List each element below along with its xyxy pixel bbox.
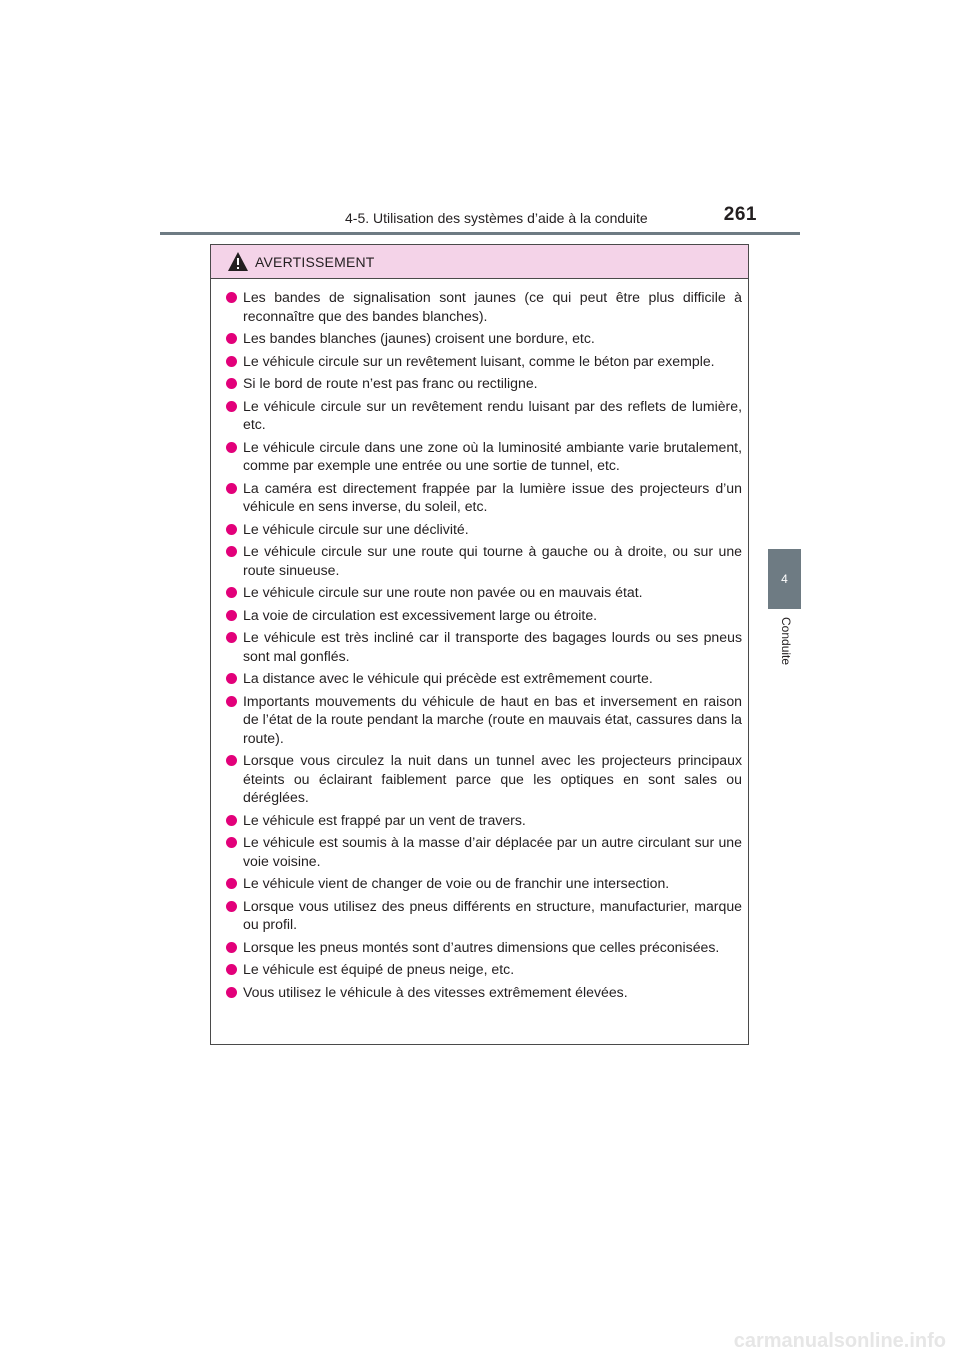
warning-item — [226, 479, 742, 516]
bullet-icon — [226, 401, 237, 412]
warning-item — [226, 438, 742, 475]
warning-item — [226, 669, 742, 688]
bullet-icon — [226, 524, 237, 535]
warning-item-text: Lorsque les pneus montés sont d’autres dimensions que celles préconisées. — [243, 938, 720, 955]
chapter-label: Conduite — [779, 617, 793, 666]
bullet-icon — [226, 696, 237, 707]
warning-title: AVERTISSEMENT — [255, 254, 375, 270]
warning-item-text: La caméra est directement frappée par la lumière issue des projecteurs d’un véhicule en sens inverse, du soleil, etc. — [243, 479, 742, 514]
bullet-icon — [226, 815, 237, 826]
warning-item-text: Lorsque vous circulez la nuit dans un tunnel avec les projecteurs principaux éteints ou éclairant faiblement parce que les optiques en sont sales ou déréglées. — [243, 752, 742, 805]
warning-item-text: Le véhicule circule sur un revêtement luisant, comme le béton par exemple. — [243, 352, 715, 369]
warning-item-text: Le véhicule est équipé de pneus neige, etc. — [243, 961, 515, 977]
warning-item-text: La voie de circulation est excessivement large ou étroite. — [243, 606, 598, 623]
warning-item — [226, 352, 742, 371]
bullet-icon — [226, 837, 237, 848]
warning-item — [226, 874, 742, 893]
warning-item — [226, 897, 742, 934]
bullet-icon — [226, 483, 237, 494]
warning-item — [226, 628, 742, 665]
warning-triangle-icon — [227, 251, 249, 272]
warning-item-text: Les bandes blanches (jaunes) croisent une bordure, etc. — [243, 330, 595, 346]
warning-item — [226, 960, 742, 979]
warning-item-text: Le véhicule circule sur une route non pavée ou en mauvais état. — [243, 584, 643, 600]
bullet-icon — [226, 546, 237, 557]
warning-item — [226, 833, 742, 870]
section-title: 4-5. Utilisation des systèmes d’aide à la conduite — [345, 210, 648, 226]
warning-item-text: Le véhicule circule dans une zone où la luminosité ambiante varie brutalement, comme par exemple une entrée ou une sortie de tunnel, etc. — [243, 438, 742, 473]
warning-list — [211, 279, 748, 1001]
warning-item — [226, 938, 742, 957]
warning-item — [226, 606, 742, 625]
bullet-icon — [226, 442, 237, 453]
warning-item-text: Vous utilisez le véhicule à des vitesses extrêmement élevées. — [243, 983, 628, 1000]
bullet-icon — [226, 901, 237, 912]
bullet-icon — [226, 587, 237, 598]
header-rule — [160, 232, 800, 235]
warning-item — [226, 542, 742, 579]
warning-item — [226, 692, 742, 748]
bullet-icon — [226, 356, 237, 367]
warning-item-text: Le véhicule est frappé par un vent de travers. — [243, 811, 526, 828]
bullet-icon — [226, 333, 237, 344]
warning-item — [226, 288, 742, 325]
watermark-logo: carmanualsonline.info — [733, 1330, 946, 1352]
warning-item — [226, 811, 742, 830]
warning-item-text: Le véhicule circule sur un revêtement rendu luisant par des reflets de lumière, etc. — [243, 397, 742, 432]
warning-item-text: Le véhicule circule sur une déclivité. — [243, 520, 469, 537]
warning-item-text: Si le bord de route n’est pas franc ou rectiligne. — [243, 375, 538, 391]
bullet-icon — [226, 755, 237, 766]
warning-item — [226, 751, 742, 807]
warning-item-text: Le véhicule vient de changer de voie ou de franchir une intersection. — [243, 875, 670, 891]
bullet-icon — [226, 632, 237, 643]
bullet-icon — [226, 942, 237, 953]
warning-item-text: Le véhicule est très incliné car il transporte des bagages lourds ou ses pneus sont mal gonflés. — [243, 629, 742, 664]
bullet-icon — [226, 292, 237, 303]
warning-header — [211, 245, 748, 279]
bullet-icon — [226, 878, 237, 889]
bullet-icon — [226, 964, 237, 975]
warning-item-text: Le véhicule circule sur une route qui tourne à gauche ou à droite, ou sur une route sinueuse. — [243, 543, 742, 578]
warning-item-text: Les bandes de signalisation sont jaunes (ce qui peut être plus difficile à reconnaître que des bandes blanches). — [243, 289, 742, 324]
warning-item-text: Le véhicule est soumis à la masse d’air déplacée par un autre circulant sur une voie voisine. — [243, 834, 742, 869]
warning-item-text: La distance avec le véhicule qui précède est extrêmement courte. — [243, 670, 653, 686]
warning-item — [226, 374, 742, 393]
warning-item — [226, 983, 742, 1002]
bullet-icon — [226, 673, 237, 684]
warning-item — [226, 329, 742, 348]
warning-item — [226, 397, 742, 434]
bullet-icon — [226, 378, 237, 389]
bullet-icon — [226, 610, 237, 621]
warning-item-text: Lorsque vous utilisez des pneus différents en structure, manufacturier, marque ou profil. — [243, 897, 742, 932]
page-header — [160, 200, 800, 234]
warning-item — [226, 583, 742, 602]
bullet-icon — [226, 987, 237, 998]
warning-item-text: Importants mouvements du véhicule de haut en bas et inversement en raison de l’état de la route pendant la marche (route en mauvais état, cassures dans la route). — [243, 692, 742, 746]
chapter-tab: 4 — [768, 549, 801, 609]
warning-box — [210, 244, 749, 1045]
warning-item — [226, 520, 742, 539]
page-number: 261 — [723, 204, 757, 225]
